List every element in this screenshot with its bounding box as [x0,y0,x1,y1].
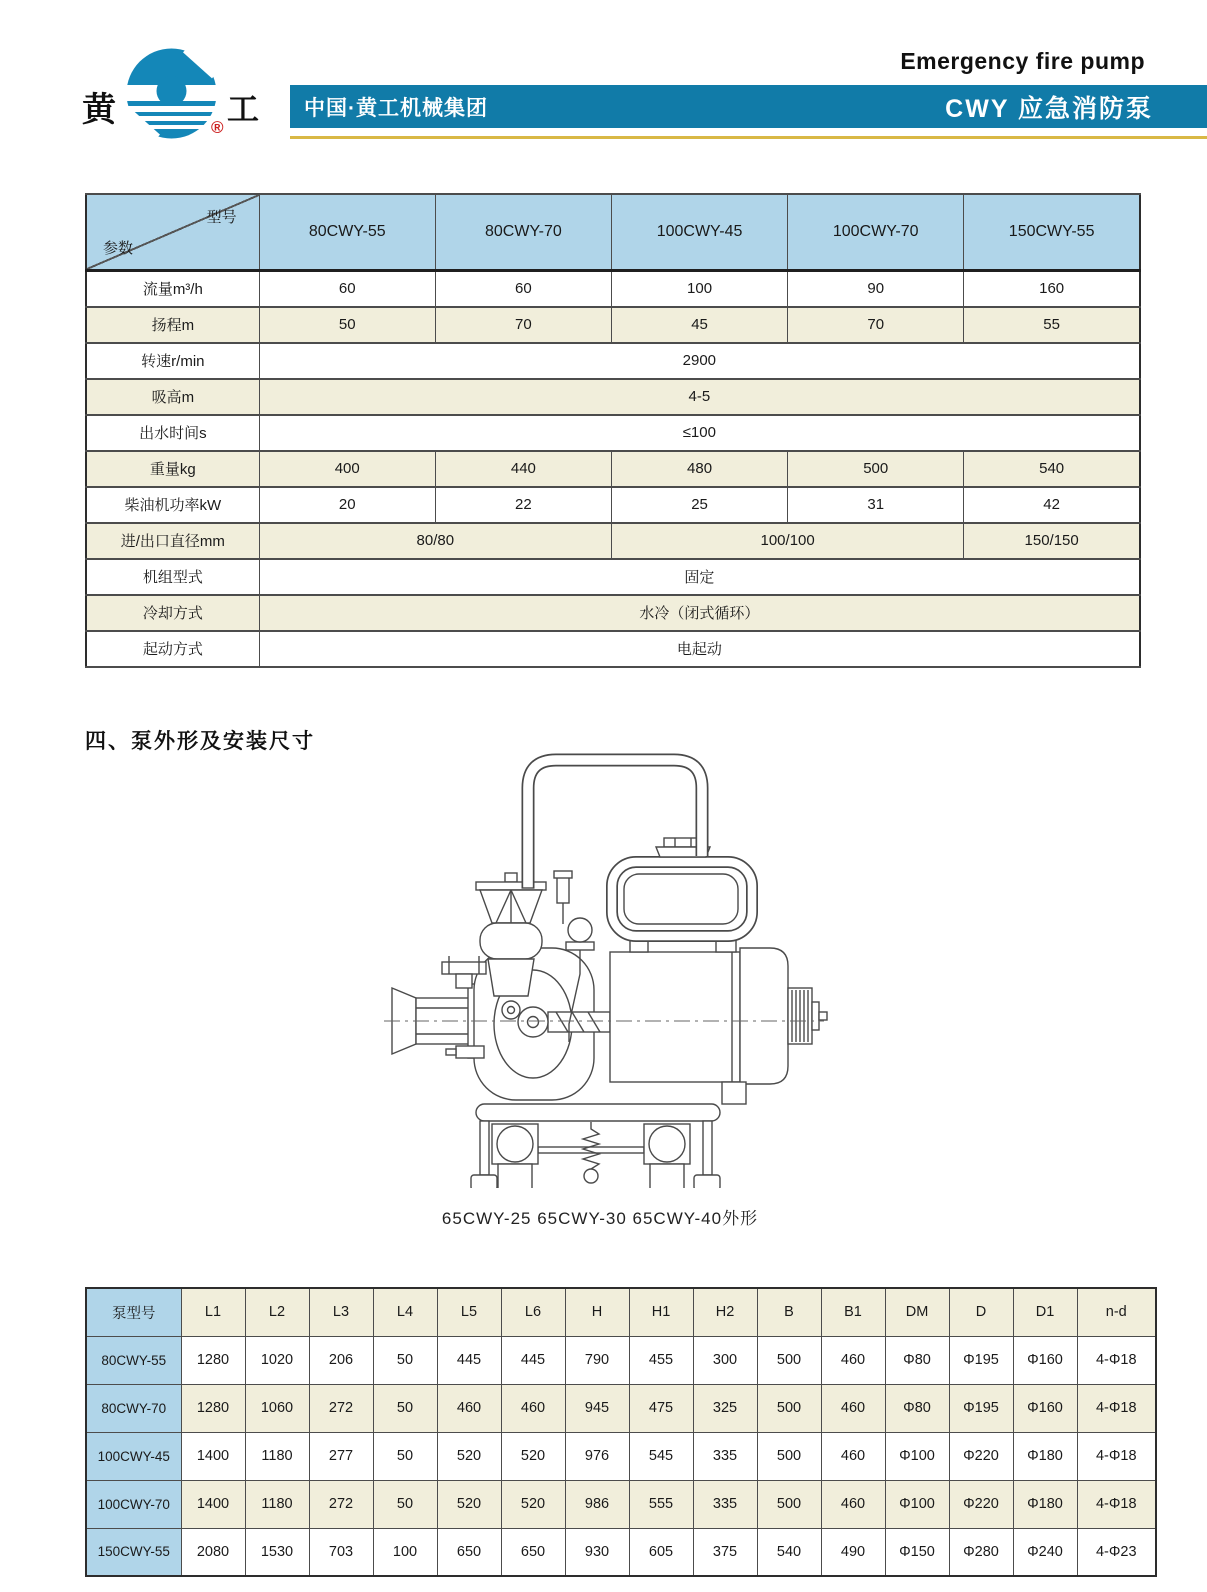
dim-value-cell: 790 [565,1336,629,1384]
dim-value-cell: 1400 [181,1480,245,1528]
dim-column-header: L2 [245,1288,309,1336]
dim-value-cell: 930 [565,1528,629,1576]
dim-value-cell: Φ100 [885,1432,949,1480]
dim-column-header: B1 [821,1288,885,1336]
drawing-caption: 65CWY-25 65CWY-30 65CWY-40外形 [441,1209,759,1228]
dim-value-cell: 460 [821,1336,885,1384]
spec-row-label: 出水时间s [86,415,259,451]
spec-value-cell: 55 [964,307,1140,343]
spec-value-cell: 70 [435,307,611,343]
spec-value-cell: 500 [788,451,964,487]
dim-value-cell: 475 [629,1384,693,1432]
dim-value-cell: 500 [757,1480,821,1528]
dim-header-model-col: 泵型号 [86,1288,181,1336]
dim-value-cell: 325 [693,1384,757,1432]
dim-value-cell: 1280 [181,1384,245,1432]
spec-value-cell: 60 [435,271,611,307]
dim-value-cell: 1280 [181,1336,245,1384]
dim-value-cell: 4-Φ18 [1077,1480,1156,1528]
dim-value-cell: 650 [437,1528,501,1576]
spec-model-header: 80CWY-55 [259,194,435,271]
dim-value-cell: 1060 [245,1384,309,1432]
gold-accent-line [290,136,1207,139]
dim-value-cell: Φ80 [885,1384,949,1432]
dim-value-cell: 500 [757,1384,821,1432]
dim-value-cell: 272 [309,1384,373,1432]
dim-value-cell: Φ160 [1013,1384,1077,1432]
dim-value-cell: 460 [821,1480,885,1528]
dim-value-cell: 650 [501,1528,565,1576]
dim-value-cell: Φ240 [1013,1528,1077,1576]
spec-model-header: 100CWY-70 [788,194,964,271]
dimension-table [85,1287,1157,1577]
dim-value-cell: 1180 [245,1432,309,1480]
dim-value-cell: 375 [693,1528,757,1576]
spec-row-label: 流量m³/h [86,271,259,307]
dim-value-cell: 206 [309,1336,373,1384]
spec-value-cell: ≤100 [259,415,1140,451]
spec-row-label: 转速r/min [86,343,259,379]
dim-value-cell: 445 [501,1336,565,1384]
dim-value-cell: 490 [821,1528,885,1576]
dim-row-model: 150CWY-55 [86,1528,181,1576]
dim-value-cell: 1530 [245,1528,309,1576]
spec-value-cell: 540 [964,451,1140,487]
dim-value-cell: 300 [693,1336,757,1384]
spec-value-cell: 42 [964,487,1140,523]
dim-column-header: D [949,1288,1013,1336]
dim-value-cell: 50 [373,1384,437,1432]
dim-value-cell: Φ160 [1013,1336,1077,1384]
fuel-tank [612,838,752,936]
spec-table [85,193,1141,668]
spec-row-label: 重量kg [86,451,259,487]
spec-value-cell: 50 [259,307,435,343]
dim-value-cell: 445 [437,1336,501,1384]
dim-value-cell: 50 [373,1432,437,1480]
spec-value-cell: 31 [788,487,964,523]
engine-block [610,936,788,1104]
spec-value-cell: 150/150 [964,523,1140,559]
dim-value-cell: 4-Φ18 [1077,1336,1156,1384]
dim-column-header: H [565,1288,629,1336]
dim-column-header: H1 [629,1288,693,1336]
base-frame [471,1104,720,1188]
corner-label-model: 型号 [206,209,237,226]
section-title: 四、泵外形及安装尺寸 [85,730,315,753]
dim-value-cell: 1180 [245,1480,309,1528]
dim-value-cell: Φ180 [1013,1480,1077,1528]
dim-value-cell: 540 [757,1528,821,1576]
logo-left-character: 黄 [82,91,116,129]
dim-value-cell: 545 [629,1432,693,1480]
dim-row-model: 80CWY-70 [86,1384,181,1432]
spec-value-cell: 4-5 [259,379,1140,415]
dim-value-cell: Φ195 [949,1384,1013,1432]
dim-value-cell: Φ150 [885,1528,949,1576]
spec-row-label: 吸高m [86,379,259,415]
dim-value-cell: 945 [565,1384,629,1432]
dim-value-cell: 4-Φ18 [1077,1384,1156,1432]
dim-value-cell: 500 [757,1336,821,1384]
dim-column-header: L6 [501,1288,565,1336]
dim-value-cell: 605 [629,1528,693,1576]
dim-value-cell: Φ180 [1013,1432,1077,1480]
spec-value-cell: 480 [611,451,787,487]
dim-value-cell: 4-Φ18 [1077,1432,1156,1480]
dim-value-cell: 272 [309,1480,373,1528]
spec-value-cell: 70 [788,307,964,343]
dim-value-cell: 703 [309,1528,373,1576]
dim-value-cell: Φ220 [949,1480,1013,1528]
dim-value-cell: 460 [501,1384,565,1432]
dim-value-cell: 1400 [181,1432,245,1480]
dim-value-cell: 460 [821,1432,885,1480]
logo-right-character: 工 [227,91,260,127]
roller-right [644,1124,690,1188]
dim-value-cell: 500 [757,1432,821,1480]
dim-value-cell: Φ195 [949,1336,1013,1384]
spec-value-cell: 60 [259,271,435,307]
spec-value-cell: 400 [259,451,435,487]
spec-corner-cell [86,194,259,271]
dim-value-cell: 520 [437,1480,501,1528]
dim-value-cell: 520 [501,1432,565,1480]
corner-label-parameter: 参数 [103,240,134,257]
spec-value-cell: 90 [788,271,964,307]
spec-row-label: 进/出口直径mm [86,523,259,559]
dim-column-header: H2 [693,1288,757,1336]
dim-value-cell: 50 [373,1480,437,1528]
dim-value-cell: 50 [373,1336,437,1384]
company-name: 中国·黄工机械集团 [304,96,488,120]
spec-model-header: 100CWY-45 [611,194,787,271]
registered-trademark-mark: ® [211,118,224,137]
spec-value-cell: 80/80 [259,523,611,559]
spec-row-label: 扬程m [86,307,259,343]
dim-row-model: 100CWY-70 [86,1480,181,1528]
dim-value-cell: 4-Φ23 [1077,1528,1156,1576]
dim-column-header: L1 [181,1288,245,1336]
dim-value-cell: 520 [437,1432,501,1480]
dim-value-cell: 277 [309,1432,373,1480]
dim-value-cell: 976 [565,1432,629,1480]
spec-value-cell: 160 [964,271,1140,307]
dim-column-header: L4 [373,1288,437,1336]
spec-row-label: 冷却方式 [86,595,259,631]
roller-left [492,1124,538,1188]
primer-valve [554,871,572,924]
spec-value-cell: 电起动 [259,631,1140,667]
dim-column-header: B [757,1288,821,1336]
dim-value-cell: Φ100 [885,1480,949,1528]
spec-value-cell: 22 [435,487,611,523]
dim-value-cell: 520 [501,1480,565,1528]
coupling-pulley [788,988,827,1044]
spec-value-cell: 水冷（闭式循环） [259,595,1140,631]
dim-value-cell: 335 [693,1432,757,1480]
dim-value-cell: 335 [693,1480,757,1528]
dim-value-cell: Φ80 [885,1336,949,1384]
dim-value-cell: 986 [565,1480,629,1528]
company-logo-icon [124,46,219,141]
dim-value-cell: 460 [437,1384,501,1432]
spec-value-cell: 100 [611,271,787,307]
dim-row-model: 100CWY-45 [86,1432,181,1480]
brand-banner [290,85,1207,128]
dim-column-header: D1 [1013,1288,1077,1336]
spec-row-label: 机组型式 [86,559,259,595]
page-title-english: Emergency fire pump [900,48,1145,74]
dim-column-header: DM [885,1288,949,1336]
dim-value-cell: 2080 [181,1528,245,1576]
dim-value-cell: Φ220 [949,1432,1013,1480]
dim-row-model: 80CWY-55 [86,1336,181,1384]
spec-row-label: 柴油机功率kW [86,487,259,523]
spec-row-label: 起动方式 [86,631,259,667]
spec-value-cell: 固定 [259,559,1140,595]
dim-value-cell: 555 [629,1480,693,1528]
product-title-chinese: CWY 应急消防泵 [945,94,1153,123]
dim-value-cell: 460 [821,1384,885,1432]
dim-value-cell: Φ280 [949,1528,1013,1576]
spec-value-cell: 2900 [259,343,1140,379]
dim-value-cell: 455 [629,1336,693,1384]
spec-value-cell: 20 [259,487,435,523]
pump-outline-drawing [372,726,830,1188]
spec-value-cell: 45 [611,307,787,343]
dim-column-header: L5 [437,1288,501,1336]
spec-value-cell: 25 [611,487,787,523]
spec-value-cell: 100/100 [611,523,963,559]
dim-value-cell: 1020 [245,1336,309,1384]
spec-model-header: 80CWY-70 [435,194,611,271]
dim-column-header: L3 [309,1288,373,1336]
dim-column-header: n-d [1077,1288,1156,1336]
dim-value-cell: 100 [373,1528,437,1576]
spec-value-cell: 440 [435,451,611,487]
spec-model-header: 150CWY-55 [964,194,1140,271]
